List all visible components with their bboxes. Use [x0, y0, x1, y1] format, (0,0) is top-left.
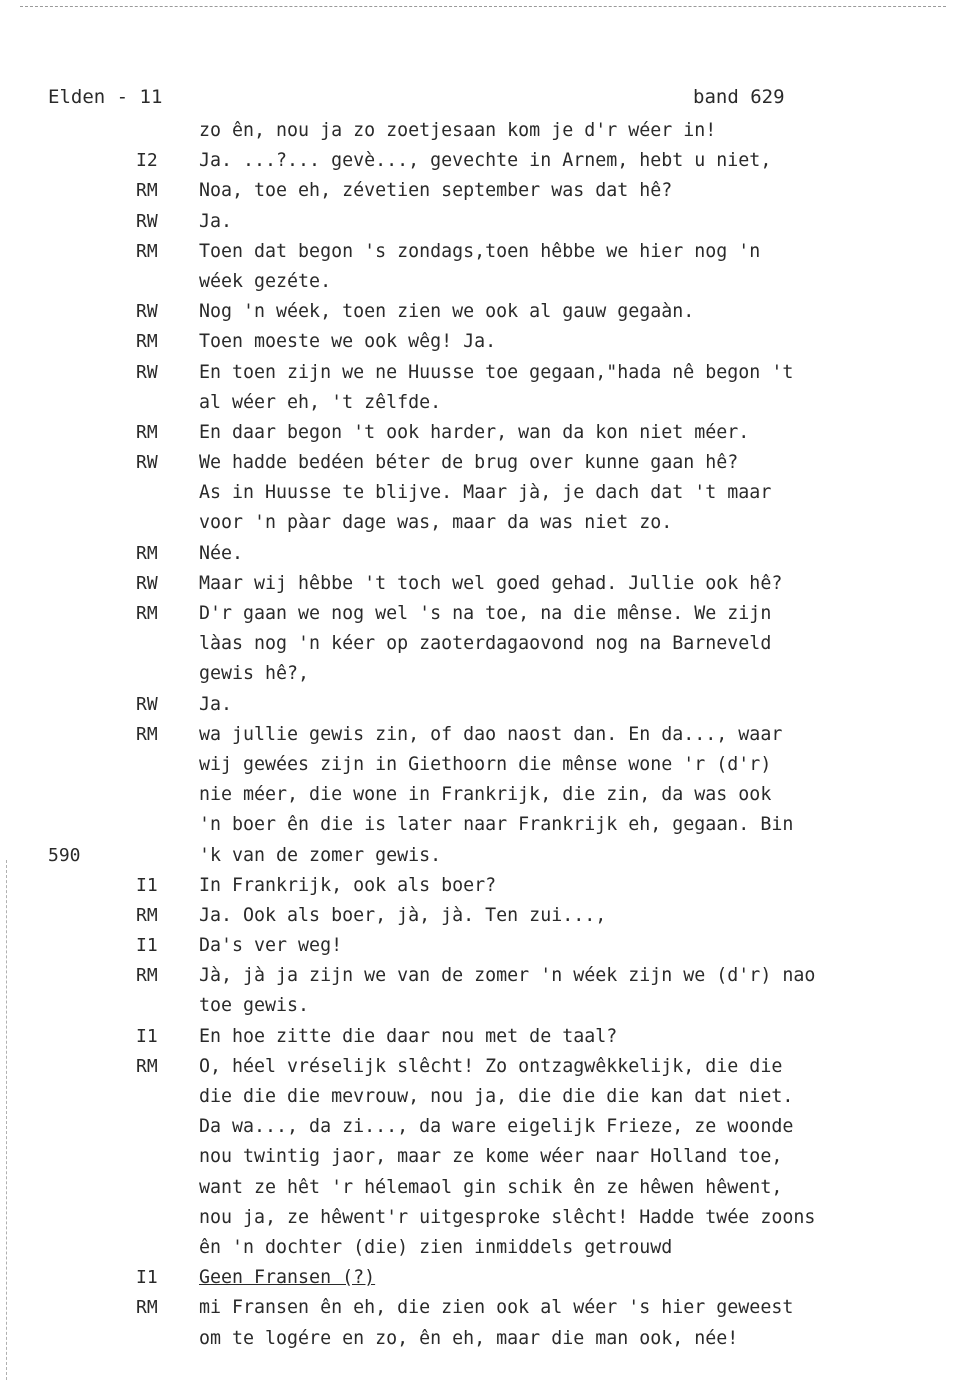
utterance-text: Maar wij hêbbe 't toch wel goed gehad. Jullie ook hê? — [199, 572, 783, 594]
transcript-line — [0, 1263, 966, 1293]
transcript-line — [0, 478, 966, 508]
utterance-text: toe gewis. — [199, 995, 310, 1017]
speaker-code: RW — [136, 210, 158, 232]
utterance-text: In Frankrijk, ook als boer? — [199, 874, 497, 896]
transcript-line — [0, 1324, 966, 1354]
speaker-code: RW — [136, 452, 158, 474]
utterance-text: Da wa..., da zi..., da ware eigelijk Frieze, ze woonde — [199, 1116, 794, 1138]
transcript-line — [0, 1173, 966, 1203]
top-dashed-rule — [20, 6, 946, 7]
transcript-line — [0, 629, 966, 659]
utterance-text: wéek gezéte. — [199, 270, 332, 292]
speaker-code: RM — [136, 965, 158, 987]
transcript-line — [0, 388, 966, 418]
utterance-text: ên 'n dochter (die) zien inmiddels getrouwd — [199, 1236, 673, 1258]
transcript-body — [0, 116, 966, 1354]
transcript-line — [0, 1052, 966, 1082]
speaker-code: RM — [136, 1297, 158, 1319]
transcript-line — [0, 508, 966, 538]
transcript-line — [0, 780, 966, 810]
transcript-line — [0, 267, 966, 297]
speaker-code: RW — [136, 361, 158, 383]
transcript-line — [0, 237, 966, 267]
header-tape-number: band 629 — [693, 86, 785, 108]
transcript-line — [0, 327, 966, 357]
utterance-text: om te logére en zo, ên eh, maar die man ook, née! — [199, 1327, 739, 1349]
transcript-line — [0, 1142, 966, 1172]
utterance-text: Ja. ...?... gevè..., gevechte in Arnem, hebt u niet, — [199, 150, 772, 172]
utterance-text: gewis hê?, — [199, 663, 310, 685]
transcript-line — [0, 659, 966, 689]
transcript-line — [0, 841, 966, 871]
utterance-text: nou twintig jaor, maar ze kome wéer naar Holland toe, — [199, 1146, 783, 1168]
transcript-line — [0, 207, 966, 237]
speaker-code: I2 — [136, 150, 158, 172]
speaker-code: RM — [136, 542, 158, 564]
transcript-line — [0, 1203, 966, 1233]
transcript-line — [0, 1082, 966, 1112]
speaker-code: I1 — [136, 935, 158, 957]
utterance-text: Ja. — [199, 210, 233, 232]
utterance-text: làas nog 'n kéer op zaoterdagaovond nog na Barneveld — [199, 633, 772, 655]
utterance-text: 'n boer ên die is later naar Frankrijk eh, gegaan. Bin — [199, 814, 794, 836]
utterance-text: wa jullie gewis zin, of dao naost dan. En da..., waar — [199, 723, 783, 745]
transcript-line — [0, 901, 966, 931]
transcript-line — [0, 1293, 966, 1323]
speaker-code: I1 — [136, 1025, 158, 1047]
transcript-line — [0, 931, 966, 961]
utterance-text: En toen zijn we ne Huusse toe gegaan,"hada nê begon 't — [199, 361, 794, 383]
utterance-text: Noa, toe eh, zévetien september was dat hê? — [199, 180, 673, 202]
transcript-line — [0, 961, 966, 991]
speaker-code: RM — [136, 904, 158, 926]
transcript-line — [0, 1233, 966, 1263]
utterance-text: Toen dat begon 's zondags,toen hêbbe we hier nog 'n — [199, 240, 761, 262]
utterance-text: Née. — [199, 542, 244, 564]
transcript-line — [0, 297, 966, 327]
speaker-code: RM — [136, 1055, 158, 1077]
transcript-line — [0, 810, 966, 840]
utterance-text: nou ja, ze hêwent'r uitgesproke slêcht! Hadde twée zoons — [199, 1206, 816, 1228]
utterance-text: zo ên, nou ja zo zoetjesaan kom je d'r wéer in! — [199, 120, 717, 141]
speaker-code: RM — [136, 603, 158, 624]
transcript-line — [0, 418, 966, 448]
utterance-text: Ja. — [199, 693, 233, 715]
utterance-text: want ze hêt 'r hélemaol gin schik ên ze hêwen hêwent, — [199, 1176, 783, 1198]
utterance-text: die die die mevrouw, nou ja, die die die kan dat niet. — [199, 1086, 794, 1107]
utterance-text: D'r gaan we nog wel 's na toe, na die mênse. We zijn — [199, 603, 772, 624]
utterance-text: wij gewées zijn in Giethoorn die mênse wone 'r (d'r) — [199, 753, 772, 775]
utterance-text: Ja. Ook als boer, jà, jà. Ten zui..., — [199, 904, 607, 926]
speaker-code: RM — [136, 723, 158, 745]
speaker-code: I1 — [136, 874, 158, 896]
speaker-code: RM — [136, 421, 158, 443]
utterance-text: We hadde bedéen béter de brug over kunne gaan hê? — [199, 452, 739, 474]
utterance-text: nie méer, die wone in Frankrijk, die zin, da was ook — [199, 784, 772, 806]
speaker-code: RM — [136, 180, 158, 202]
transcript-line — [0, 176, 966, 206]
speaker-code: I1 — [136, 1267, 158, 1289]
margin-counter: 590 — [48, 844, 81, 866]
utterance-text: En daar begon 't ook harder, wan da kon niet méer. — [199, 421, 750, 443]
utterance-text: En hoe zitte die daar nou met de taal? — [199, 1025, 618, 1047]
utterance-text: mi Fransen ên eh, die zien ook al wéer 's hier geweest — [199, 1297, 794, 1319]
transcript-line — [0, 146, 966, 176]
utterance-text: Jà, jà ja zijn we van de zomer 'n wéek zijn we (d'r) nao — [199, 965, 816, 987]
speaker-code: RM — [136, 240, 158, 262]
transcript-line — [0, 720, 966, 750]
transcript-line — [0, 1022, 966, 1052]
speaker-code: RM — [136, 331, 158, 353]
transcript-line — [0, 116, 966, 146]
utterance-text: al wéer eh, 't zêlfde. — [199, 391, 442, 413]
transcript-line — [0, 871, 966, 901]
header-location: Elden - 11 — [48, 86, 163, 108]
transcript-line — [0, 991, 966, 1021]
utterance-text: O, héel vréselijk slêcht! Zo ontzagwêkkelijk, die die — [199, 1055, 783, 1077]
transcript-line — [0, 358, 966, 388]
utterance-text: voor 'n pàar dage was, maar da was niet zo. — [199, 512, 673, 534]
transcript-line — [0, 539, 966, 569]
utterance-text: As in Huusse te blijve. Maar jà, je dach dat 't maar — [199, 482, 772, 504]
speaker-code: RW — [136, 572, 158, 594]
speaker-code: RW — [136, 301, 158, 323]
transcript-line — [0, 750, 966, 780]
utterance-text: 'k van de zomer gewis. — [199, 844, 442, 866]
utterance-text: Da's ver weg! — [199, 935, 343, 957]
utterance-text: Geen Fransen (?) — [199, 1267, 376, 1289]
transcript-line — [0, 448, 966, 478]
transcript-line — [0, 569, 966, 599]
speaker-code: RW — [136, 693, 158, 715]
utterance-text: Toen moeste we ook wêg! Ja. — [199, 331, 497, 353]
transcript-line — [0, 599, 966, 629]
transcript-line — [0, 1112, 966, 1142]
transcript-line — [0, 690, 966, 720]
utterance-text: Nog 'n wéek, toen zien we ook al gauw gegaàn. — [199, 301, 695, 323]
